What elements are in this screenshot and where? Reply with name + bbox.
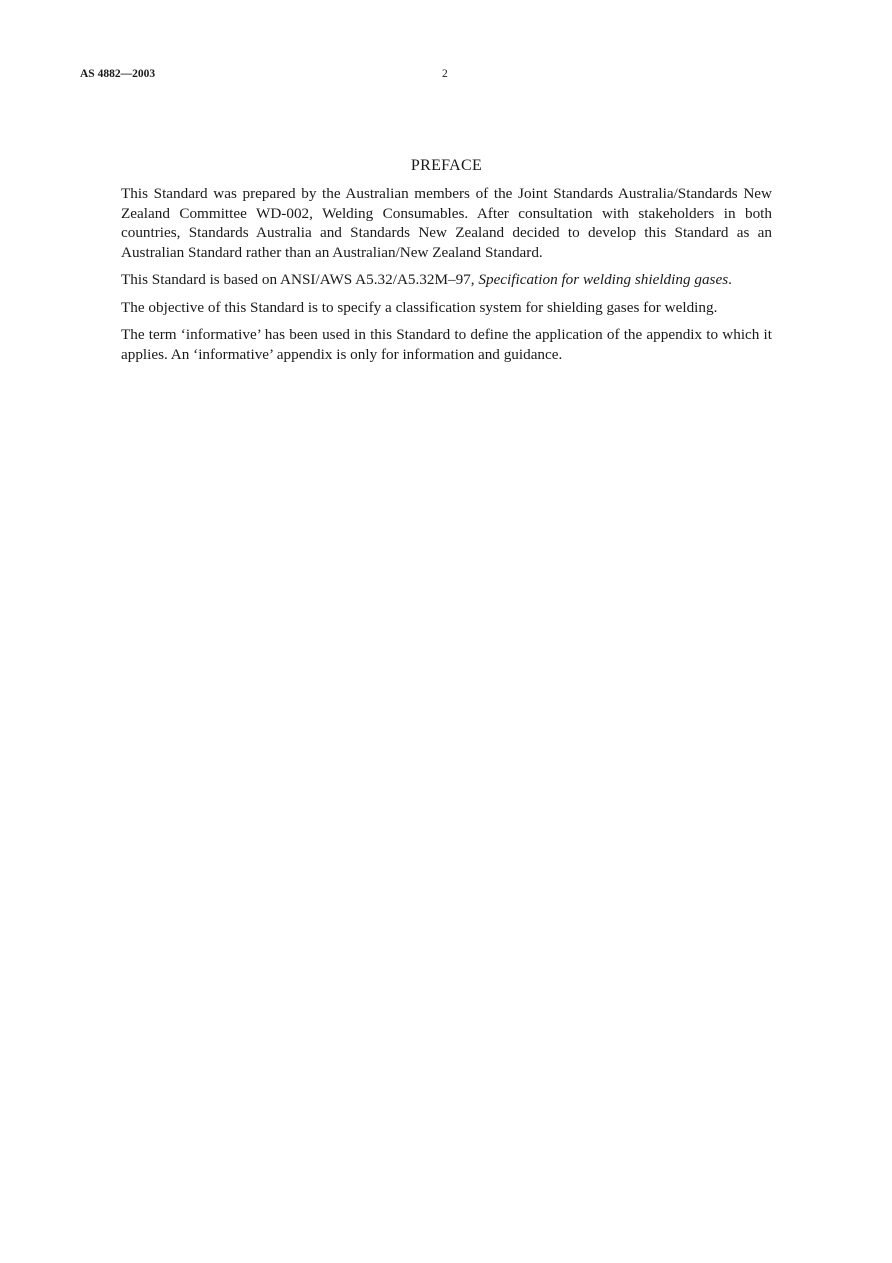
preface-paragraph-committee: This Standard was prepared by the Australian members of the Joint Standards Australia/Standards New Zealand Committee WD-002, Welding Consumables. After consultation with stakeholders in both countries, Standards Australia and Standards New Zealand decided to develop this Standard as an Australian Standard rather than an Australian/New Zealand Standard. bbox=[121, 185, 772, 261]
preface-paragraph-basis bbox=[121, 270, 772, 290]
basis-text-end: . bbox=[728, 271, 732, 288]
preface-paragraph-informative: The term ‘informative’ has been used in this Standard to define the application of the appendix to which it applies. An ‘informative’ appendix is only for information and guidance. bbox=[121, 326, 772, 363]
preface-title: PREFACE bbox=[410, 157, 483, 174]
page-number: 2 bbox=[442, 68, 448, 80]
preface-paragraph-objective: The objective of this Standard is to specify a classification system for shielding gases for welding. bbox=[121, 298, 718, 316]
referenced-specification-title: Specification for welding shielding gases bbox=[478, 271, 729, 288]
running-head bbox=[80, 68, 812, 84]
document-number: AS 4882—2003 bbox=[80, 68, 156, 80]
basis-text: This Standard is based on ANSI/AWS A5.32/A5.32M–97, bbox=[121, 271, 479, 288]
preface-section bbox=[121, 157, 772, 372]
